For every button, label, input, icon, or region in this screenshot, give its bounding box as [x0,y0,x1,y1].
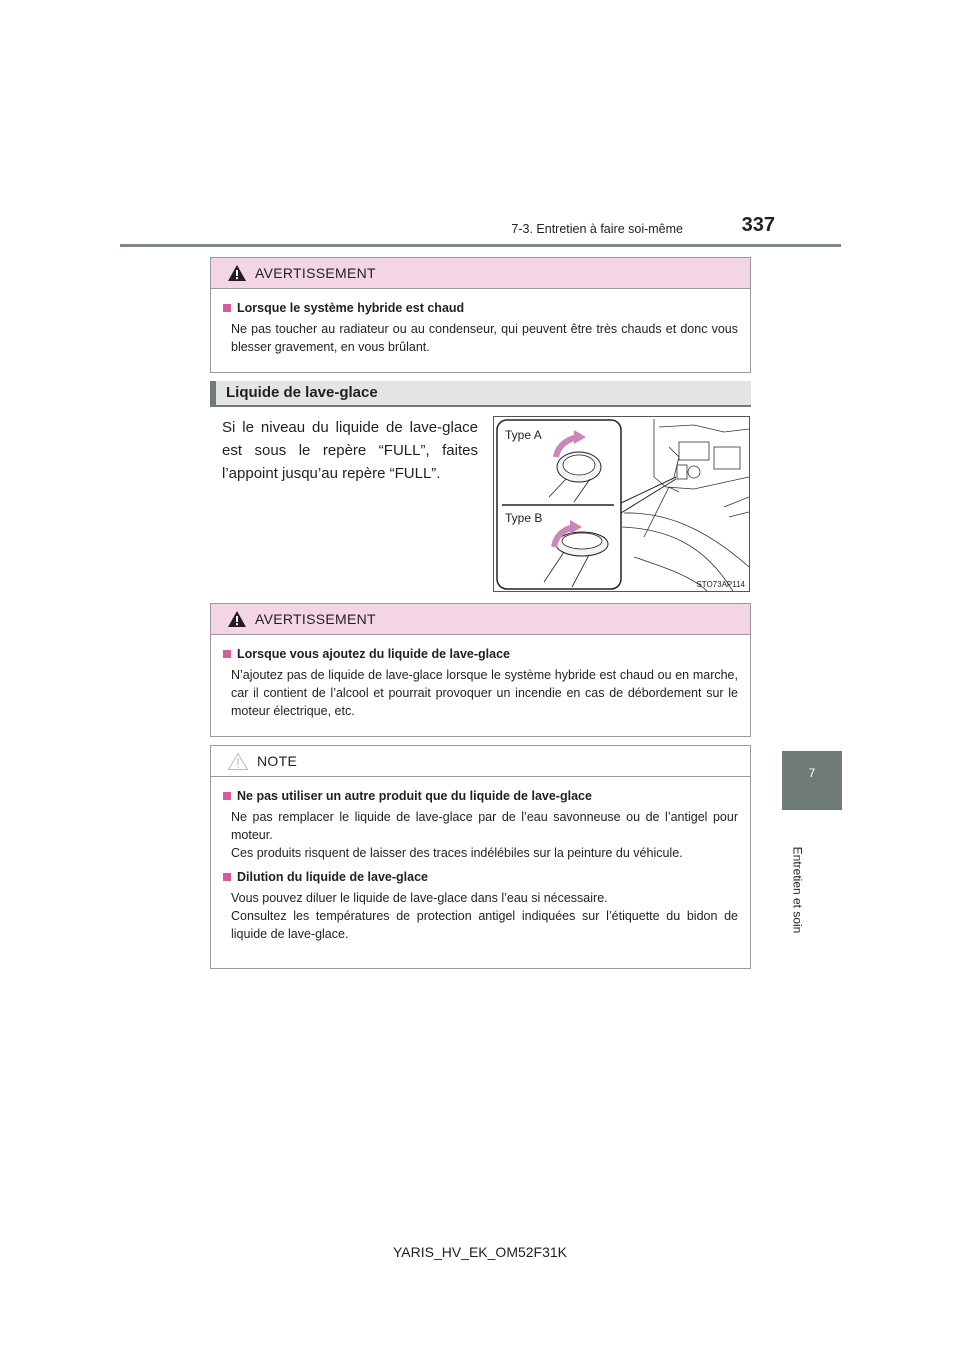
footer-code: YARIS_HV_EK_OM52F31K [392,1244,568,1260]
warning-title: AVERTISSEMENT [255,611,376,627]
note-box [210,745,751,969]
note-item-heading-text: Ne pas utiliser un autre produit que du liquide de lave-glace [237,789,592,803]
chapter-tab: 7 [782,751,842,810]
warning-triangle-icon [227,610,247,628]
figure-label-type-b: Type B [505,511,543,525]
section-body-text: Si le niveau du liquide de lave-glace est sous le repère “FULL”, faites l’appoint jusqu’au repère “FULL”. [222,419,478,482]
bullet-square-icon [223,650,231,658]
engine-bay-illustration [494,417,750,592]
section-heading: Liquide de lave-glace [210,381,751,407]
warning-item-heading [223,647,738,661]
warning-item-paragraph: N’ajoutez pas de liquide de lave-glace lorsque le système hybride est chaud ou en marche, car il contient de l’alcool et pourrait provoquer un incendie en cas de débordement sur le moteur électrique, etc. [231,668,738,718]
header-divider [120,244,841,247]
section-header: 7-3. Entretien à faire soi-même [511,222,683,236]
bullet-square-icon [223,304,231,312]
warning-item-heading-text: Lorsque vous ajoutez du liquide de lave-glace [237,647,510,661]
chapter-label-text: Entretien et soin [790,846,804,934]
bullet-square-icon [223,792,231,800]
warning-header [211,258,750,289]
note-item-text [231,889,738,943]
note-item-heading [223,789,738,803]
warning-item-paragraph: Ne pas toucher au radiateur ou au condenseur, qui peuvent être très chauds et donc vous blesser gravement, en vous brûlant. [231,322,738,354]
note-item-paragraph: Ces produits risquent de laisser des traces indélébiles sur la peinture du véhicule. [231,846,683,860]
warning-triangle-icon [227,264,247,282]
bullet-square-icon [223,873,231,881]
caution-outline-icon [227,752,249,771]
note-item-paragraph: Ne pas remplacer le liquide de lave-glace par de l’eau savonneuse ou de l’antigel pour moteur. [231,810,738,842]
note-item-heading-text: Dilution du liquide de lave-glace [237,870,428,884]
note-item-paragraph: Vous pouvez diluer le liquide de lave-glace dans l’eau si nécessaire. [231,891,608,905]
warning-box-adding-fluid [210,603,751,737]
figure-label-type-a: Type A [505,428,542,442]
warning-item-text [231,666,738,720]
warning-item-text [231,320,738,356]
warning-header [211,604,750,635]
page-number: 337 [741,214,775,236]
note-title: NOTE [257,753,298,769]
warning-title: AVERTISSEMENT [255,265,376,281]
note-header [211,746,750,777]
note-item-text [231,808,738,862]
warning-item-heading-text: Lorsque le système hybride est chaud [237,301,465,315]
warning-item-heading [223,301,738,315]
washer-reservoir-figure [493,416,750,592]
note-item-heading [223,870,738,884]
warning-box-hot-system [210,257,751,373]
figure-code: STO73AP114 [696,580,745,589]
note-item-paragraph: Consultez les températures de protection antigel indiquées sur l’étiquette du bidon de liquide de lave-glace. [231,909,738,941]
chapter-label [787,830,807,950]
